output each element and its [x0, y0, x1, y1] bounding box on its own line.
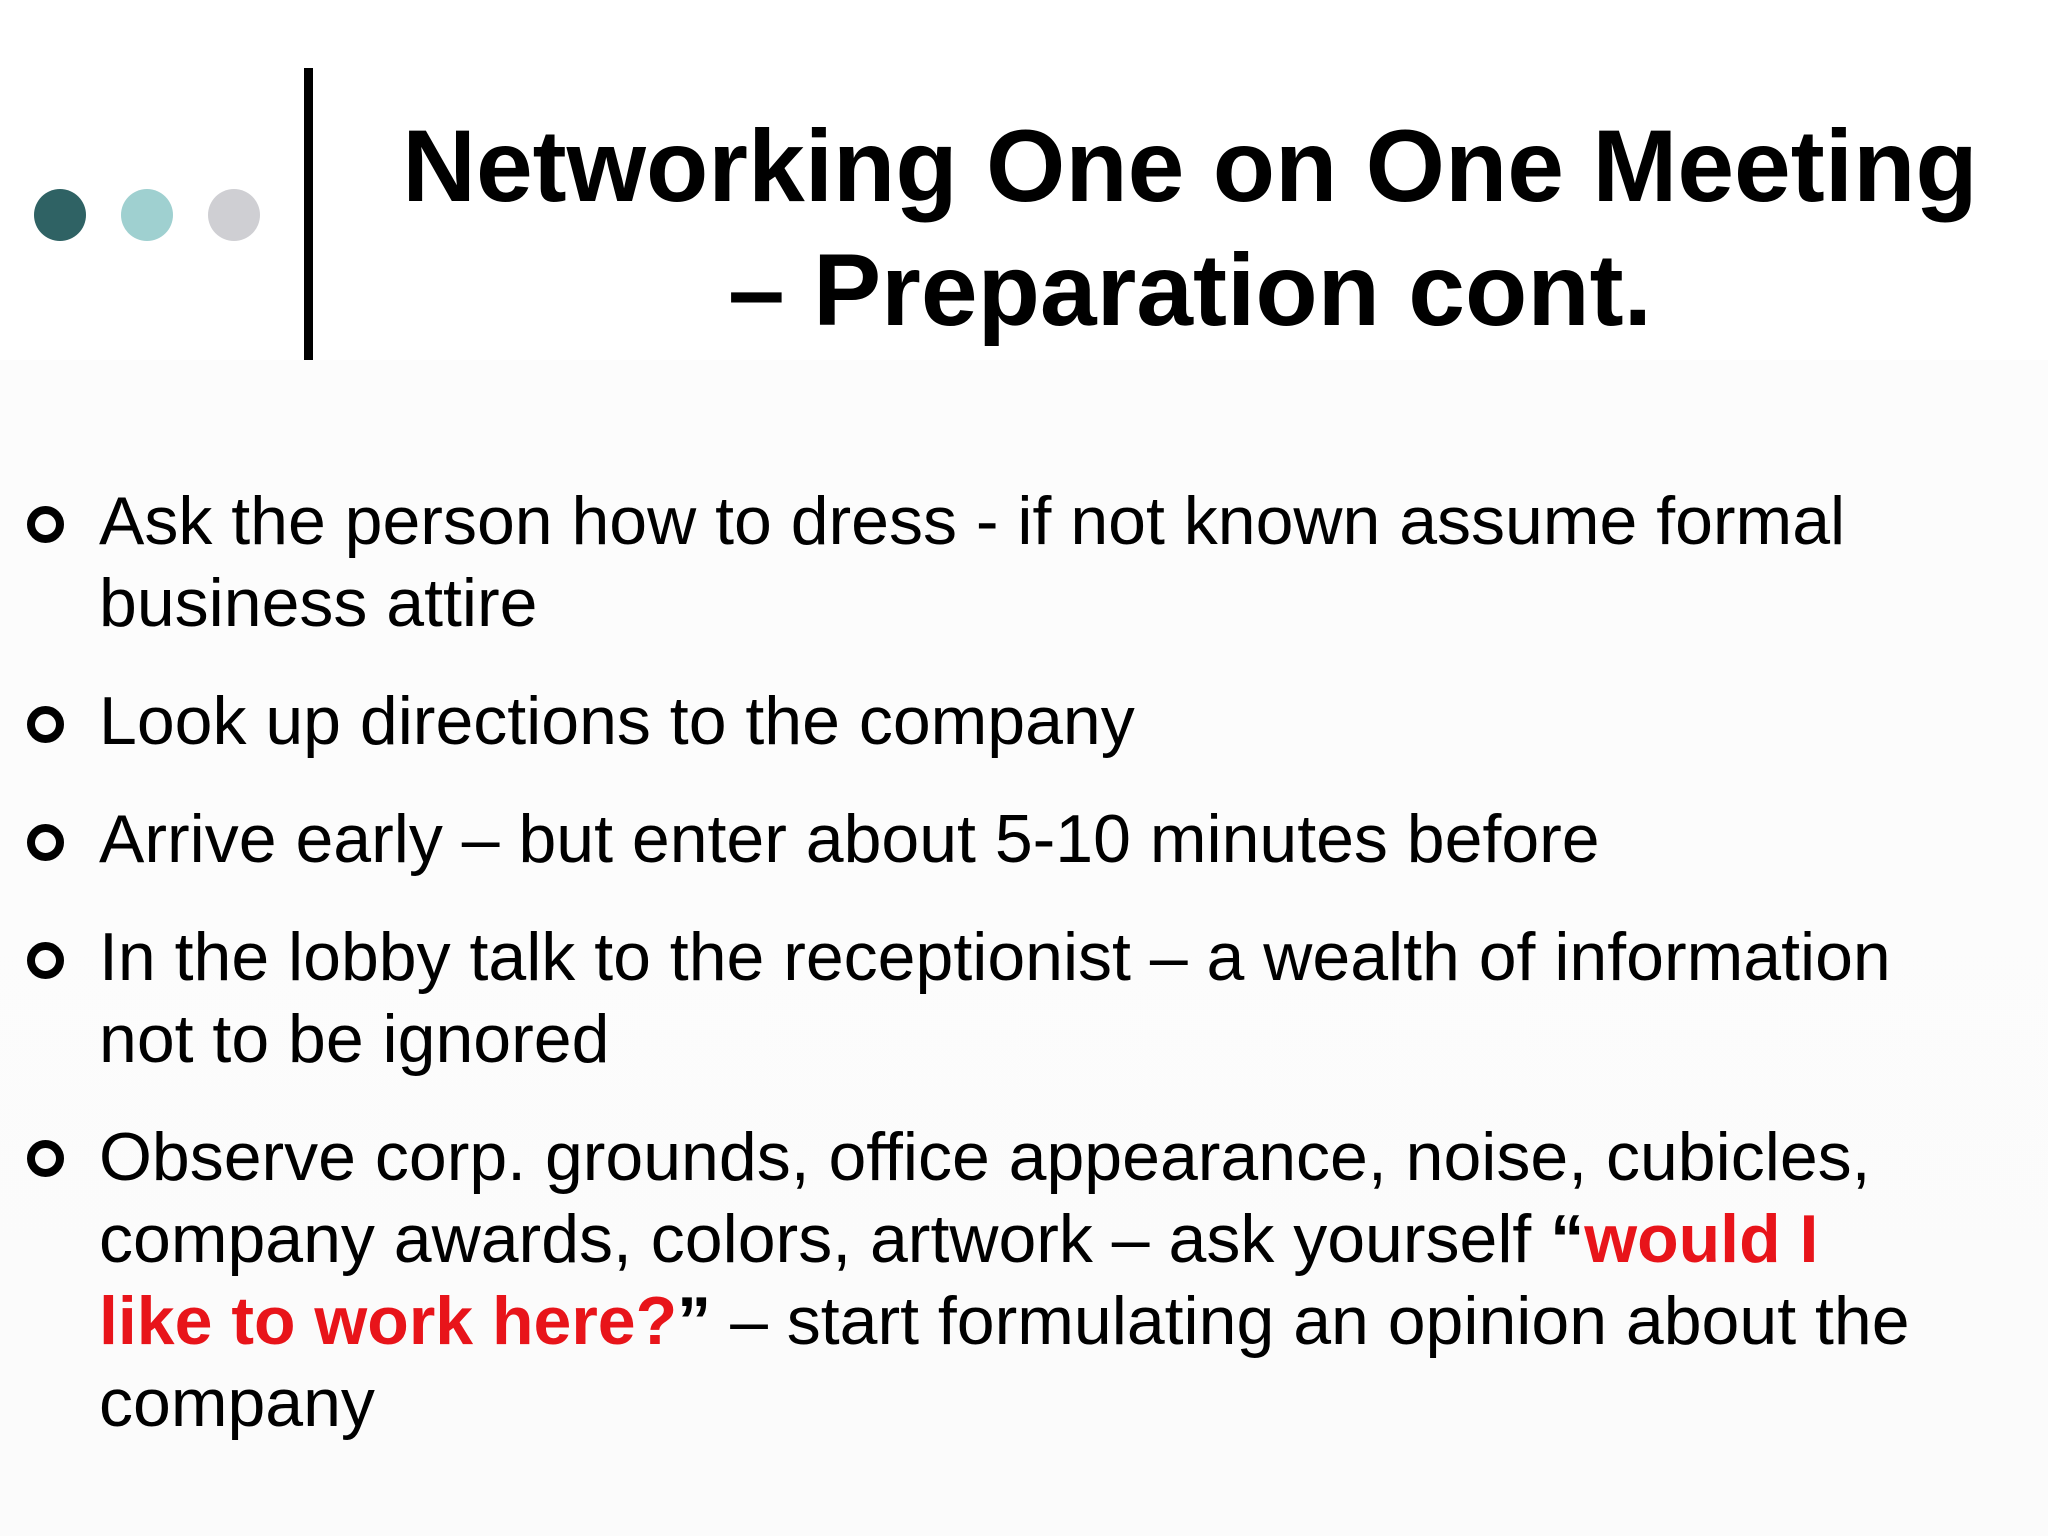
bullet-line-text: – start formulating an opinion about the	[711, 1283, 1910, 1359]
highlight-question-part-2: like to work here?	[99, 1283, 678, 1359]
bullet-circle-icon	[27, 1140, 64, 1177]
highlight-question-part-1: would I	[1584, 1201, 1819, 1277]
bullet-line-text: company awards, colors, artwork – ask yourself	[99, 1201, 1551, 1277]
bullet-line	[99, 1198, 1999, 1280]
bullet-line: Ask the person how to dress - if not known assume formal	[99, 483, 1846, 559]
bullet-circle-icon	[27, 506, 64, 543]
bullet-text	[99, 1116, 1999, 1444]
open-quote: “	[1550, 1201, 1585, 1277]
bullet-text	[99, 480, 1999, 644]
bullet-line: company	[99, 1365, 375, 1441]
bullet-line: Observe corp. grounds, office appearance, noise, cubicles,	[99, 1119, 1871, 1195]
slide-title-line-1: Networking One on One Meeting	[402, 109, 1978, 223]
bullet-text	[99, 680, 1999, 762]
bullet-line: Arrive early – but enter about 5-10 minutes before	[99, 801, 1600, 877]
close-quote: ”	[677, 1283, 712, 1359]
bullet-text	[99, 916, 1999, 1080]
bullet-circle-icon	[27, 706, 64, 743]
bullet-text	[99, 798, 1999, 880]
bullet-circle-icon	[27, 942, 64, 979]
bullet-line: In the lobby talk to the receptionist – a wealth of information	[99, 919, 1891, 995]
bullet-line: not to be ignored	[99, 1001, 610, 1077]
bullet-circle-icon	[27, 824, 64, 861]
slide-title-line-2: – Preparation cont.	[728, 233, 1652, 347]
bullet-line: Look up directions to the company	[99, 683, 1135, 759]
bullet-line	[99, 1280, 1999, 1362]
bullet-line: business attire	[99, 565, 538, 641]
